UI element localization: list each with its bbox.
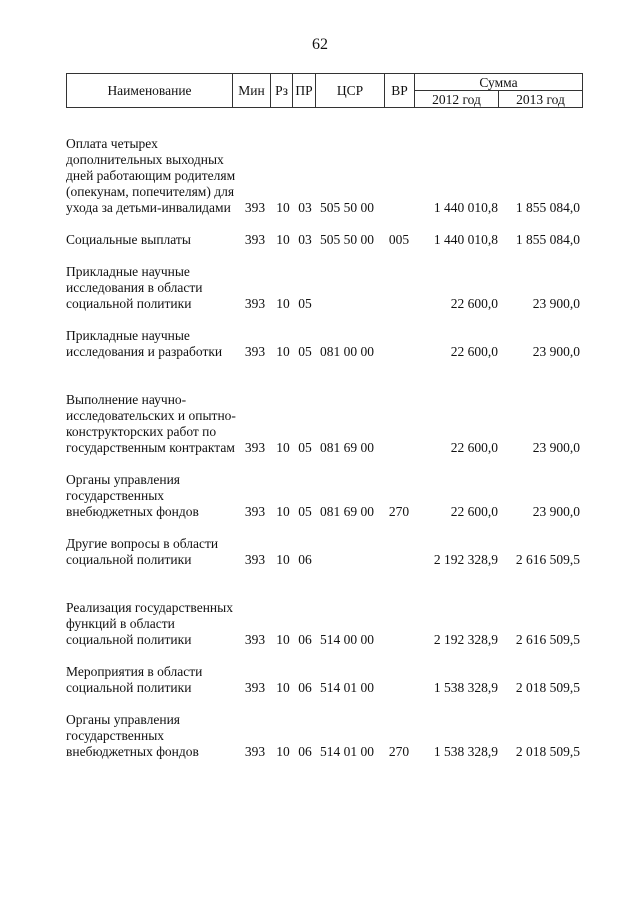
row-min: 393 [244, 232, 266, 247]
row-sum-2013: 23 900,0 [532, 344, 580, 359]
row-sum-2012: 22 600,0 [450, 504, 498, 519]
header-name: Наименование [67, 74, 233, 108]
row-name: Реализация государственных функций в области социальной политики [66, 600, 233, 647]
row-rz: 10 [276, 632, 290, 647]
row-sum-2012: 1 440 010,8 [433, 232, 498, 247]
row-csr: 081 00 00 [320, 344, 374, 359]
row-sum-2012: 2 192 328,9 [433, 632, 498, 647]
row-rz: 10 [276, 232, 290, 247]
row-sum-2013: 2 616 509,5 [515, 552, 580, 567]
row-rz: 10 [276, 296, 290, 311]
row-sum-2013: 2 018 509,5 [515, 744, 580, 759]
row-csr: 081 69 00 [320, 440, 374, 455]
row-vr: 270 [388, 744, 410, 759]
row-pr: 05 [298, 440, 312, 455]
row-csr: 514 01 00 [320, 744, 374, 759]
table-row [66, 328, 582, 360]
header-pr: ПР [293, 74, 316, 108]
row-min: 393 [244, 200, 266, 215]
row-sum-2012: 1 538 328,9 [433, 680, 498, 695]
row-name: Мероприятия в области социальной политики [66, 664, 203, 695]
row-name: Прикладные научные исследования в области социальной политики [66, 264, 203, 311]
table-row [66, 118, 582, 216]
row-rz: 10 [276, 552, 290, 567]
row-name: Выполнение научно-исследовательских и опытно-конструкторских работ по государственным контрактам [66, 392, 236, 455]
header-year-2013: 2013 год [499, 91, 583, 108]
row-csr: 505 50 00 [320, 200, 374, 215]
row-min: 393 [244, 344, 266, 359]
row-csr: 505 50 00 [320, 232, 374, 247]
table-header [66, 73, 583, 108]
row-pr: 06 [298, 680, 312, 695]
row-name: Другие вопросы в области социальной политики [66, 536, 219, 567]
table-row [66, 232, 582, 248]
page-number: 62 [312, 36, 328, 53]
row-sum-2013: 1 855 084,0 [515, 232, 580, 247]
row-name: Прикладные научные исследования и разработки [66, 328, 223, 359]
row-min: 393 [244, 504, 266, 519]
row-min: 393 [244, 552, 266, 567]
row-min: 393 [244, 744, 266, 759]
table-row [66, 264, 582, 312]
row-pr: 05 [298, 344, 312, 359]
table-row [66, 376, 582, 456]
row-sum-2012: 2 192 328,9 [433, 552, 498, 567]
row-csr: 081 69 00 [320, 504, 374, 519]
table-row [66, 664, 582, 696]
row-min: 393 [244, 296, 266, 311]
row-csr: 514 01 00 [320, 680, 374, 695]
table-row [66, 472, 582, 520]
row-rz: 10 [276, 504, 290, 519]
row-sum-2013: 23 900,0 [532, 504, 580, 519]
row-rz: 10 [276, 344, 290, 359]
row-pr: 03 [298, 200, 312, 215]
row-name: Органы управления государственных внебюджетных фондов [66, 472, 199, 519]
row-sum-2013: 2 616 509,5 [515, 632, 580, 647]
row-pr: 05 [298, 296, 312, 311]
row-min: 393 [244, 632, 266, 647]
row-sum-2012: 22 600,0 [450, 344, 498, 359]
row-pr: 03 [298, 232, 312, 247]
row-csr: 514 00 00 [320, 632, 374, 647]
row-name: Органы управления государственных внебюджетных фондов [66, 712, 199, 759]
row-name: Оплата четырех дополнительных выходных дней работающим родителям (опекунам, попечителям) для ухода за детьми-инвалидами [66, 136, 236, 215]
table-row [66, 584, 582, 648]
table-row [66, 712, 582, 760]
row-name: Социальные выплаты [66, 232, 191, 247]
row-min: 393 [244, 440, 266, 455]
row-pr: 06 [298, 744, 312, 759]
row-rz: 10 [276, 680, 290, 695]
row-min: 393 [244, 680, 266, 695]
row-sum-2012: 22 600,0 [450, 440, 498, 455]
row-sum-2012: 1 538 328,9 [433, 744, 498, 759]
header-year-2012: 2012 год [415, 91, 499, 108]
row-pr: 06 [298, 632, 312, 647]
row-rz: 10 [276, 440, 290, 455]
row-rz: 10 [276, 744, 290, 759]
row-pr: 06 [298, 552, 312, 567]
row-sum-2013: 23 900,0 [532, 296, 580, 311]
header-sum: Сумма [415, 74, 583, 91]
row-pr: 05 [298, 504, 312, 519]
row-sum-2012: 22 600,0 [450, 296, 498, 311]
row-vr: 270 [388, 504, 410, 519]
header-rz: Рз [271, 74, 293, 108]
row-sum-2013: 23 900,0 [532, 440, 580, 455]
row-vr: 005 [388, 232, 410, 247]
row-sum-2012: 1 440 010,8 [433, 200, 498, 215]
header-csr: ЦСР [316, 74, 385, 108]
row-sum-2013: 1 855 084,0 [515, 200, 580, 215]
header-min: Мин [233, 74, 271, 108]
header-vr: ВР [385, 74, 415, 108]
row-rz: 10 [276, 200, 290, 215]
table-row [66, 536, 582, 568]
row-sum-2013: 2 018 509,5 [515, 680, 580, 695]
